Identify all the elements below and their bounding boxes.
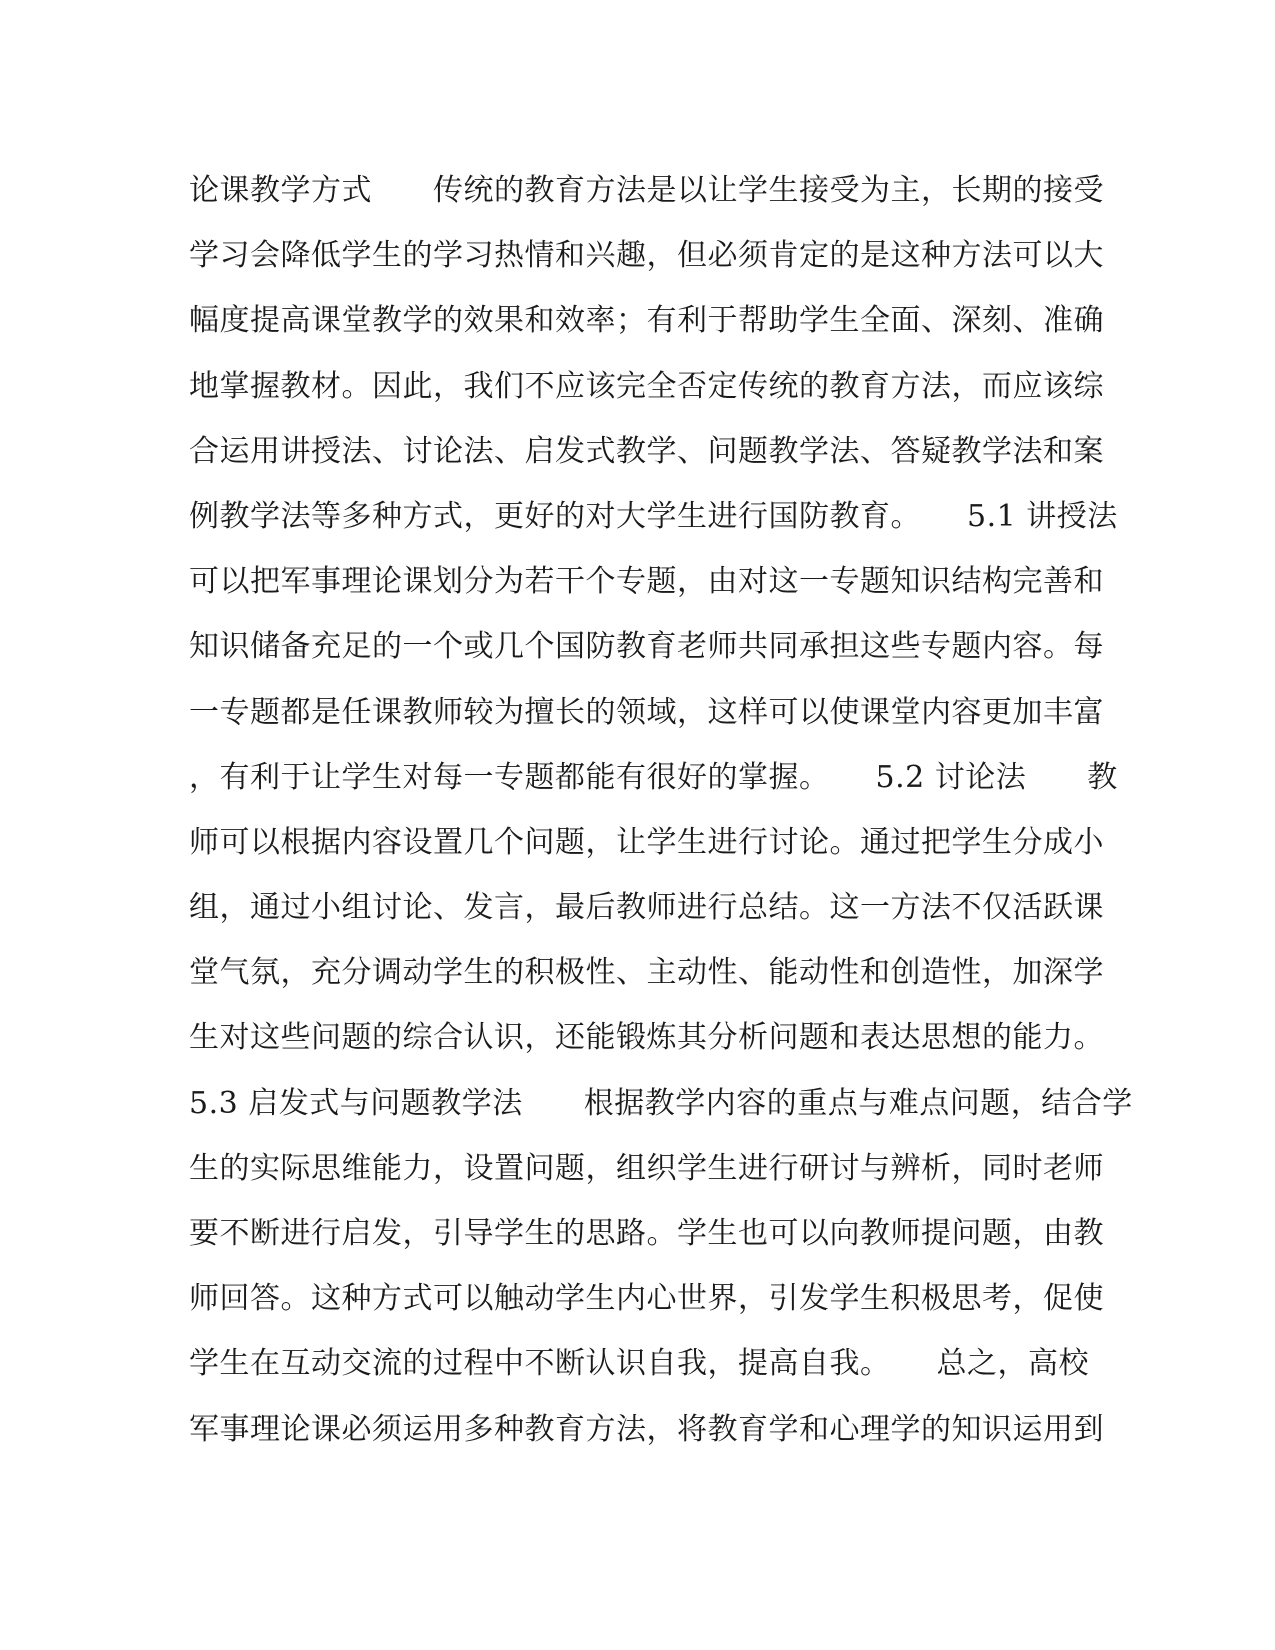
- text-line: 生对这些问题的综合认识，还能锻炼其分析问题和表达思想的能力。: [189, 1020, 1104, 1056]
- text-line: 军事理论课必须运用多种教育方法，将教育学和心理学的知识运用到: [189, 1411, 1104, 1447]
- text-line: 知识储备充足的一个或几个国防教育老师共同承担这些专题内容。每: [189, 629, 1104, 665]
- text-line: 堂气氛，充分调动学生的积极性、主动性、能动性和创造性，加深学: [189, 955, 1104, 991]
- text-line: 合运用讲授法、讨论法、启发式教学、问题教学法、答疑教学法和案: [189, 433, 1104, 469]
- text-line: 可以把军事理论课划分为若干个专题，由对这一专题知识结构完善和: [189, 564, 1104, 600]
- text-line: 学习会降低学生的学习热情和兴趣，但必须肯定的是这种方法可以大: [189, 238, 1104, 274]
- text-line: 师可以根据内容设置几个问题，让学生进行讨论。通过把学生分成小: [189, 824, 1104, 860]
- text-line: 师回答。这种方式可以触动学生内心世界，引发学生积极思考，促使: [189, 1281, 1104, 1317]
- text-line: 幅度提高课堂教学的效果和效率；有利于帮助学生全面、深刻、准确: [189, 303, 1104, 339]
- text-line: 5.3 启发式与问题教学法 根据教学内容的重点与难点问题，结合学: [189, 1085, 1133, 1121]
- text-line: 例教学法等多种方式，更好的对大学生进行国防教育。 5.1 讲授法: [189, 498, 1118, 534]
- text-line: 生的实际思维能力，设置问题，组织学生进行研讨与辨析，同时老师: [189, 1150, 1104, 1186]
- text-line: 要不断进行启发，引导学生的思路。学生也可以向教师提问题，由教: [189, 1216, 1104, 1251]
- text-line: ，有利于让学生对每一专题都能有很好的掌握。 5.2 讨论法 教: [189, 759, 1118, 795]
- body-text: [189, 158, 1133, 1462]
- text-line: 学生在互动交流的过程中不断认识自我，提高自我。 总之，高校: [189, 1346, 1089, 1382]
- text-line: 地掌握教材。因此，我们不应该完全否定传统的教育方法，而应该综: [189, 368, 1104, 404]
- text-line: 组，通过小组讨论、发言，最后教师进行总结。这一方法不仅活跃课: [189, 890, 1104, 926]
- text-line: 一专题都是任课教师较为擅长的领域，这样可以使课堂内容更加丰富: [189, 694, 1104, 730]
- text-line: 论课教学方式 传统的教育方法是以让学生接受为主，长期的接受: [189, 173, 1104, 208]
